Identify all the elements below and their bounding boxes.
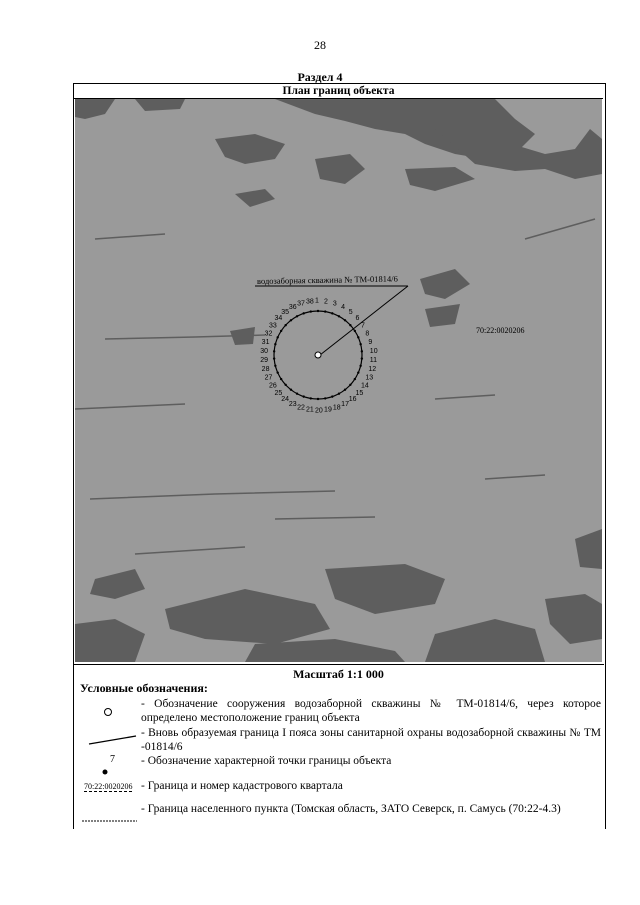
boundary-point: [359, 365, 361, 367]
boundary-point: [338, 392, 340, 394]
boundary-point-label: 6: [355, 315, 360, 323]
boundary-point: [317, 310, 319, 312]
boundary-point-label: 27: [264, 374, 273, 382]
boundary-point: [344, 389, 346, 391]
boundary-point-label: 35: [281, 309, 290, 317]
boundary-point: [284, 384, 286, 386]
boundary-point-label: 19: [324, 406, 332, 414]
boundary-point: [280, 378, 282, 380]
boundary-point-label: 30: [260, 347, 268, 355]
boundary-point-label: 24: [281, 395, 290, 403]
boundary-point-label: 10: [369, 347, 378, 355]
boundary-point-label: 36: [288, 304, 297, 312]
well-structure-icon: [315, 352, 321, 358]
map-canvas: [75, 99, 602, 662]
boundary-point: [357, 371, 359, 373]
boundary-point-label: 9: [368, 338, 373, 346]
section-title: Раздел 4: [297, 70, 343, 84]
well-leader-line: [320, 286, 408, 355]
boundary-point-label: 4: [341, 304, 346, 312]
boundary-point: [290, 389, 292, 391]
boundary-point: [349, 384, 351, 386]
boundary-point: [274, 365, 276, 367]
boundary-point-label: 14: [361, 382, 369, 390]
boundary-point-label: 1: [315, 297, 319, 305]
circle-icon: [103, 704, 113, 722]
parcel-boundary-sample: 70:22:0020206: [84, 782, 133, 791]
boundary-point-label: 7: [361, 322, 365, 330]
boundary-point-label: 13: [365, 374, 374, 382]
boundary-point-label: 3: [332, 300, 337, 308]
point-icon-label: 7: [110, 754, 115, 765]
boundary-point: [280, 330, 282, 332]
boundary-point-label: 2: [324, 298, 328, 306]
boundary-point: [344, 319, 346, 321]
boundary-point: [324, 397, 326, 399]
parcel-label: 70:22:0020206: [476, 326, 525, 335]
point-icon: [101, 763, 109, 781]
boundary-point-label: 33: [268, 322, 277, 330]
boundary-point: [331, 312, 333, 314]
terrain-patches: [75, 99, 602, 662]
boundary-point-label: 21: [305, 406, 314, 414]
legend-item-boundary: - Вновь образуемая граница I пояса зоны санитарной охраны водозаборной скважины № ТМ -01814/6: [141, 727, 601, 753]
boundary-point: [303, 395, 305, 397]
boundary-point: [303, 312, 305, 314]
boundary-line-icon: [88, 733, 138, 751]
map-scale: Масштаб 1:1 000: [73, 664, 604, 682]
boundary-point: [361, 357, 363, 359]
boundary-point-label: 5: [348, 309, 353, 317]
boundary-point-label: 31: [261, 338, 270, 346]
settlement-boundary-sample: [82, 810, 138, 828]
legend-item-structure: - Обозначение сооружения водозаборной скважины № ТМ-01814/6, через которое определено местоположение границ объекта: [141, 698, 601, 724]
boundary-point: [359, 343, 361, 345]
legend-item-settlement: - Граница населенного пункта (Томская область, ЗАТО Северск, п. Самусь (70:22-4.3): [141, 803, 561, 815]
boundary-point: [277, 371, 279, 373]
boundary-point: [338, 315, 340, 317]
boundary-point: [357, 336, 359, 338]
boundary-point: [290, 319, 292, 321]
boundary-point-label: 37: [297, 300, 305, 308]
boundary-point: [310, 397, 312, 399]
boundary-point-label: 25: [274, 389, 283, 397]
boundary-point-label: 26: [268, 382, 277, 390]
boundary-point-label: 38: [305, 298, 314, 306]
boundary-point: [296, 315, 298, 317]
well-label: водозаборная скважина № ТМ-01814/6: [256, 273, 398, 286]
boundary-point-label: 29: [260, 357, 268, 365]
boundary-point-label: 23: [288, 400, 297, 408]
boundary-point-label: 34: [274, 315, 283, 323]
boundary-point: [354, 378, 356, 380]
boundary-point: [354, 330, 356, 332]
boundary-point-label: 22: [297, 404, 305, 412]
boundary-point: [273, 357, 275, 359]
boundary-point-label: 8: [365, 330, 370, 338]
legend-item-parcel: - Граница и номер кадастрового квартала: [141, 780, 343, 792]
page-number: 28: [314, 38, 326, 52]
boundary-point: [324, 310, 326, 312]
boundary-point-label: 28: [261, 366, 270, 374]
boundary-point: [310, 310, 312, 312]
boundary-point: [274, 343, 276, 345]
boundary-point-label: 15: [355, 389, 364, 397]
boundary-point: [317, 398, 319, 400]
legend-title: Условные обозначения:: [80, 681, 208, 695]
boundary-point-label: 11: [369, 357, 378, 365]
boundary-point-label: 32: [264, 330, 273, 338]
boundary-point: [331, 395, 333, 397]
boundary-point: [349, 324, 351, 326]
legend-item-point: - Обозначение характерной точки границы объекта: [141, 755, 392, 767]
boundary-point-label: 16: [348, 395, 357, 403]
boundary-point-label: 12: [368, 366, 377, 374]
boundary-point: [361, 350, 363, 352]
boundary-map: [75, 99, 602, 662]
boundary-point: [277, 336, 279, 338]
plan-title: План границ объекта: [74, 84, 603, 99]
boundary-point-label: 17: [341, 400, 349, 408]
boundary-point-label: 18: [332, 404, 341, 412]
boundary-point: [273, 350, 275, 352]
boundary-point: [296, 392, 298, 394]
terrain-lines: [75, 219, 595, 554]
boundary-point: [284, 324, 286, 326]
boundary-point-label: 20: [315, 407, 323, 415]
